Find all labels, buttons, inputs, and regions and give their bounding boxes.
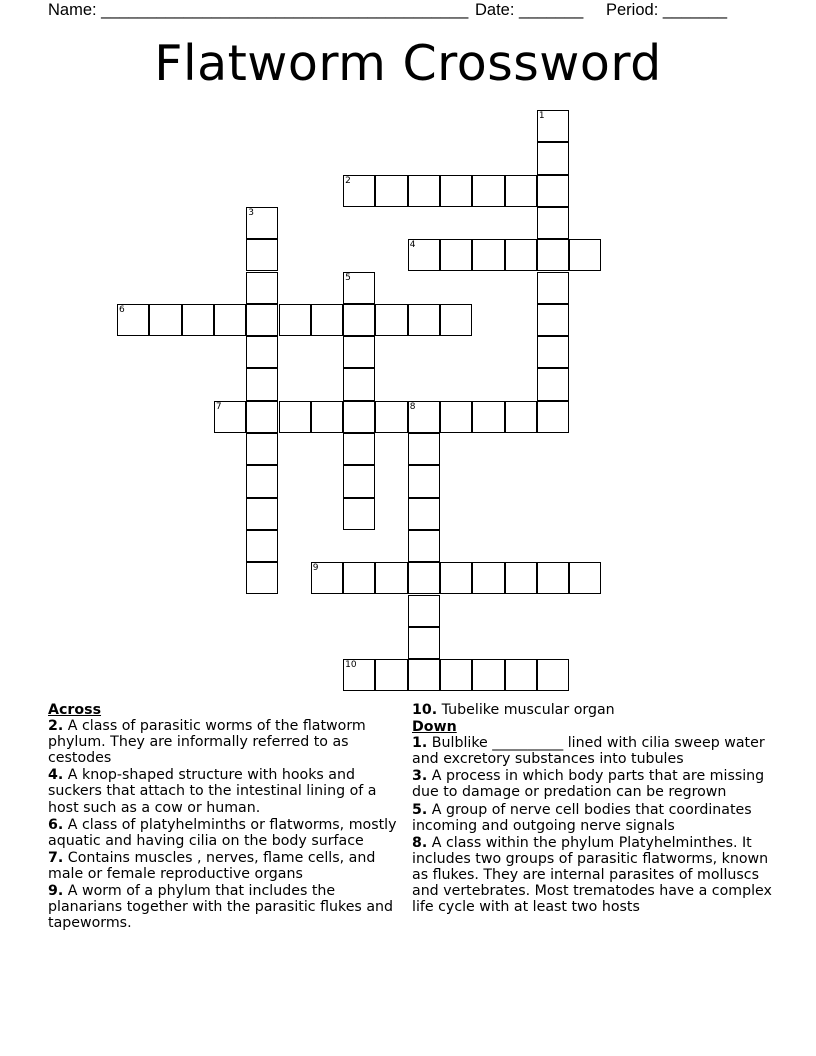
crossword-cell[interactable]: [472, 562, 504, 594]
crossword-cell[interactable]: [440, 304, 472, 336]
crossword-cell[interactable]: [246, 272, 278, 304]
down-clue: [412, 768, 777, 800]
crossword-cell[interactable]: [472, 659, 504, 691]
crossword-cell[interactable]: [375, 562, 407, 594]
crossword-cell[interactable]: [440, 562, 472, 594]
clue-text: Contains muscles , nerves, flame cells, and male or female reproductive organs: [48, 849, 376, 882]
clue-number-label: 2: [345, 175, 351, 186]
crossword-cell[interactable]: [537, 142, 569, 174]
clue-number: 8.: [412, 834, 428, 851]
across-clue: [48, 850, 410, 882]
crossword-cell[interactable]: [472, 239, 504, 271]
clue-number: 2.: [48, 718, 64, 735]
across-clue: [48, 817, 410, 849]
clue-number-label: 6: [119, 304, 125, 315]
date-field[interactable]: Date: _______: [475, 1, 584, 19]
clue-number: 3.: [412, 768, 428, 785]
clue-number: 4.: [48, 767, 64, 784]
crossword-cell[interactable]: [537, 175, 569, 207]
clue-number-label: 9: [312, 563, 319, 574]
clue-text: A knop-shaped structure with hooks and suckers that attach to the intestinal lining of a host such as a cow or human.: [48, 767, 377, 816]
across-clue: [48, 883, 410, 931]
crossword-cell[interactable]: [537, 272, 569, 304]
crossword-cell[interactable]: [279, 401, 311, 433]
crossword-cell[interactable]: [311, 304, 343, 336]
crossword-cell[interactable]: [246, 401, 278, 433]
clue-number-label: 7: [215, 401, 222, 412]
crossword-cell[interactable]: [246, 207, 278, 239]
crossword-cell[interactable]: [408, 530, 440, 562]
crossword-cell[interactable]: [311, 562, 343, 594]
crossword-cell[interactable]: [537, 207, 569, 239]
clue-text: A process in which body parts that are missing due to damage or predation can be regrown: [412, 768, 765, 801]
crossword-cell[interactable]: [537, 562, 569, 594]
crossword-cell[interactable]: [408, 304, 440, 336]
crossword-cell[interactable]: [343, 175, 375, 207]
crossword-cell[interactable]: [408, 433, 440, 465]
crossword-cell[interactable]: [343, 465, 375, 497]
clue-text: Tubelike muscular organ: [441, 702, 615, 718]
down-clue: [412, 835, 777, 915]
crossword-cell[interactable]: [505, 175, 537, 207]
crossword-cell[interactable]: [375, 401, 407, 433]
crossword-cell[interactable]: [408, 465, 440, 497]
crossword-cell[interactable]: [246, 530, 278, 562]
clue-number-label: 3: [248, 207, 254, 218]
crossword-cell[interactable]: [472, 175, 504, 207]
crossword-cell[interactable]: [505, 562, 537, 594]
crossword-cell[interactable]: [408, 562, 440, 594]
crossword-cell[interactable]: [375, 659, 407, 691]
clue-number-label: 5: [345, 272, 351, 283]
crossword-cell[interactable]: [375, 304, 407, 336]
across-heading: Across: [48, 702, 102, 718]
crossword-cell[interactable]: [246, 239, 278, 271]
clue-number: 1.: [412, 735, 428, 752]
period-field[interactable]: Period: _______: [606, 1, 728, 19]
crossword-cell[interactable]: [343, 659, 375, 691]
crossword-cell[interactable]: [214, 401, 246, 433]
crossword-cell[interactable]: [408, 595, 440, 627]
down-heading: Down: [412, 719, 457, 736]
crossword-cell[interactable]: [537, 401, 569, 433]
crossword-cell[interactable]: [537, 336, 569, 368]
crossword-cell[interactable]: [279, 304, 311, 336]
crossword-cell[interactable]: [246, 465, 278, 497]
crossword-cell[interactable]: [408, 627, 440, 659]
clue-number-label: 1: [538, 111, 545, 121]
crossword-cell[interactable]: [569, 239, 601, 271]
crossword-cell[interactable]: [440, 659, 472, 691]
crossword-cell[interactable]: [408, 659, 440, 691]
clue-number-label: 8: [409, 401, 416, 412]
crossword-cell[interactable]: [537, 239, 569, 271]
crossword-cell[interactable]: [537, 659, 569, 691]
down-clue: [412, 735, 777, 767]
clue-number-label: 4: [409, 240, 416, 251]
clue-number: 7.: [48, 849, 64, 866]
crossword-cell[interactable]: [440, 239, 472, 271]
across-clue: [48, 767, 410, 815]
crossword-cell[interactable]: [117, 304, 149, 336]
clue-column-right: [412, 702, 777, 916]
crossword-cell[interactable]: [343, 304, 375, 336]
page-title: Flatworm Crossword: [154, 35, 662, 92]
crossword-cell[interactable]: [537, 304, 569, 336]
crossword-cell[interactable]: [343, 401, 375, 433]
clue-text: A class of parasitic worms of the flatworm phylum. They are informally referred to as cestodes: [48, 718, 366, 767]
crossword-cell[interactable]: [343, 498, 375, 530]
crossword-cell[interactable]: [343, 433, 375, 465]
down-clue: [412, 802, 777, 834]
clue-text: A class of platyhelminths or flatworms, mostly aquatic and having cilia on the body surface: [48, 816, 397, 849]
clue-text: A class within the phylum Platyhelminthes. It includes two groups of parasitic flatworms, known as flukes. They are internal parasites of molluscs and vertebrates. Most trematodes have a complex life cycle with at least two hosts: [412, 834, 772, 916]
clue-column-left: [48, 702, 410, 932]
crossword-cell[interactable]: [246, 304, 278, 336]
clue-number: 9.: [48, 883, 64, 900]
clue-number-label: 10: [345, 660, 357, 671]
clue-number: 5.: [412, 801, 428, 818]
across-clue: [412, 702, 777, 718]
crossword-cell[interactable]: [149, 304, 181, 336]
crossword-cell[interactable]: [182, 304, 214, 336]
crossword-cell[interactable]: [505, 239, 537, 271]
crossword-cell[interactable]: [408, 498, 440, 530]
crossword-cell[interactable]: [246, 498, 278, 530]
crossword-cell[interactable]: [440, 401, 472, 433]
clue-number: 10.: [412, 702, 438, 718]
name-field[interactable]: Name: ________________________________________: [48, 1, 469, 19]
crossword-cell[interactable]: [214, 304, 246, 336]
crossword-cell[interactable]: [343, 336, 375, 368]
crossword-cell[interactable]: [375, 175, 407, 207]
clue-number: 6.: [48, 816, 64, 833]
crossword-cell[interactable]: [246, 336, 278, 368]
crossword-cell[interactable]: [246, 433, 278, 465]
crossword-cell[interactable]: [246, 368, 278, 400]
crossword-cell[interactable]: [343, 272, 375, 304]
crossword-cell[interactable]: [505, 659, 537, 691]
crossword-cell[interactable]: [246, 562, 278, 594]
crossword-cell[interactable]: [505, 401, 537, 433]
crossword-cell[interactable]: [343, 368, 375, 400]
crossword-cell[interactable]: [311, 401, 343, 433]
clue-text: Bulblike __________ lined with cilia sweep water and excretory substances into tubules: [412, 735, 765, 768]
crossword-cell[interactable]: [408, 401, 440, 433]
clue-text: A worm of a phylum that includes the planarians together with the parasitic flukes and tapeworms.: [48, 883, 394, 932]
clue-text: A group of nerve cell bodies that coordinates incoming and outgoing nerve signals: [412, 801, 752, 834]
across-clue: [48, 718, 410, 766]
crossword-cell[interactable]: [408, 175, 440, 207]
crossword-cell[interactable]: [343, 562, 375, 594]
crossword-cell[interactable]: [472, 401, 504, 433]
crossword-cell[interactable]: [440, 175, 472, 207]
crossword-cell[interactable]: [537, 110, 569, 142]
crossword-cell[interactable]: [408, 239, 440, 271]
crossword-cell[interactable]: [537, 368, 569, 400]
crossword-cell[interactable]: [569, 562, 601, 594]
